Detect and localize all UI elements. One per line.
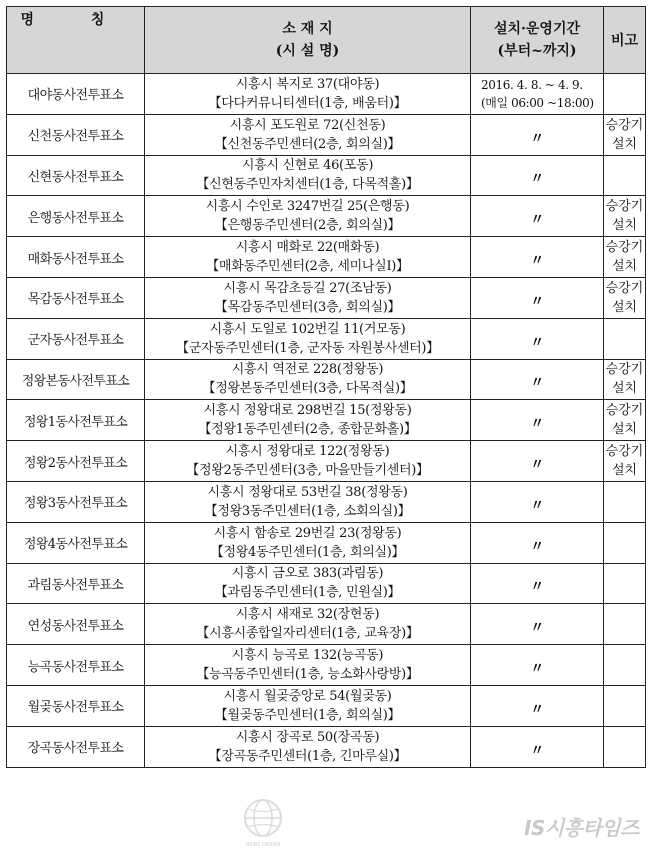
station-facility: 【장곡동주민센터(1층, 긴마루실)】	[208, 748, 407, 764]
ditto-mark: 〃	[530, 538, 544, 555]
note-elevator: 승강기	[605, 117, 644, 133]
header-name: 명 칭	[7, 7, 145, 74]
ditto-mark: 〃	[530, 742, 544, 759]
operating-period-ditto	[471, 359, 604, 400]
station-name: 신현동사전투표소	[7, 155, 145, 196]
note-elevator: 승강기	[605, 199, 644, 215]
note-elevator: 승강기	[605, 403, 644, 419]
ditto-mark: 〃	[530, 457, 544, 474]
station-address: 시흥시 새재로 32(장현동)	[235, 607, 380, 623]
note-installed: 설치	[611, 381, 638, 397]
table-body	[7, 74, 646, 768]
news-dream-logo-text: NEWS DREAM	[245, 842, 281, 848]
operating-period-ditto	[471, 522, 604, 563]
table-row	[7, 359, 646, 400]
note-cell	[604, 277, 646, 318]
ditto-mark: 〃	[530, 334, 544, 351]
operating-period-hours: (매일 06:00 ~18:00)	[481, 95, 594, 110]
station-location	[145, 685, 471, 726]
note-installed: 설치	[611, 299, 638, 315]
operating-period-ditto	[471, 645, 604, 686]
station-location	[145, 196, 471, 237]
operating-period-ditto	[471, 481, 604, 522]
polling-station-table	[6, 6, 646, 768]
note-cell	[604, 400, 646, 441]
station-address: 시흥시 정왕대로 298번길 15(정왕동)	[203, 403, 412, 419]
station-address: 시흥시 장곡로 50(장곡동)	[235, 729, 380, 745]
station-facility: 【목감동주민센터(3층, 회의실)】	[214, 299, 401, 315]
station-facility: 【정왕1동주민센터(2층, 종합문화홀)】	[198, 422, 417, 438]
ditto-mark: 〃	[530, 293, 544, 310]
station-name: 군자동사전투표소	[7, 318, 145, 359]
ditto-mark: 〃	[530, 253, 544, 270]
station-facility: 【은행동주민센터(2층, 회의실)】	[214, 218, 401, 234]
operating-period-ditto	[471, 196, 604, 237]
station-address: 시흥시 신현로 46(포동)	[241, 158, 374, 174]
station-location	[145, 114, 471, 155]
station-name: 신천동사전투표소	[7, 114, 145, 155]
note-cell	[604, 114, 646, 155]
station-facility: 【정왕4동주민센터(1층, 회의실)】	[210, 544, 405, 560]
ditto-mark: 〃	[530, 130, 544, 147]
table-row	[7, 237, 646, 278]
station-address: 시흥시 역전로 228(정왕동)	[231, 362, 384, 378]
station-facility: 【신천동주민센터(2층, 회의실)】	[214, 136, 401, 152]
station-name: 정왕1동사전투표소	[7, 400, 145, 441]
station-facility: 【정왕2동주민센터(3층, 마을만들기센터)】	[186, 463, 429, 479]
station-name: 과림동사전투표소	[7, 563, 145, 604]
station-address: 시흥시 매화로 22(매화동)	[235, 240, 380, 256]
station-location	[145, 645, 471, 686]
table-row	[7, 441, 646, 482]
station-location	[145, 318, 471, 359]
station-location	[145, 441, 471, 482]
watermark-text: IS시흥타임즈	[524, 816, 639, 840]
station-name: 능곡동사전투표소	[7, 645, 145, 686]
table-row	[7, 726, 646, 767]
note-cell	[604, 522, 646, 563]
station-address: 시흥시 포도원로 72(신천동)	[229, 117, 386, 133]
operating-period	[471, 74, 604, 115]
operating-period-ditto	[471, 277, 604, 318]
table-header-row	[7, 7, 646, 74]
operating-period-ditto	[471, 318, 604, 359]
table-row	[7, 277, 646, 318]
note-elevator: 승강기	[605, 444, 644, 460]
note-installed: 설치	[611, 218, 638, 234]
note-cell	[604, 604, 646, 645]
note-elevator: 승강기	[605, 362, 644, 378]
station-facility: 【신현동주민자치센터(1층, 다목적홀)】	[196, 177, 419, 193]
station-address: 시흥시 능곡로 132(능곡동)	[231, 648, 384, 664]
station-facility: 【정왕본동주민센터(3층, 다목적실)】	[202, 381, 413, 397]
station-name: 장곡동사전투표소	[7, 726, 145, 767]
note-cell	[604, 685, 646, 726]
station-name: 매화동사전투표소	[7, 237, 145, 278]
station-location	[145, 277, 471, 318]
note-elevator: 승강기	[605, 280, 644, 296]
station-address: 시흥시 정왕대로 122(정왕동)	[225, 444, 390, 460]
note-installed: 설치	[611, 422, 638, 438]
operating-period-ditto	[471, 563, 604, 604]
station-name: 월곶동사전투표소	[7, 685, 145, 726]
note-installed: 설치	[611, 136, 638, 152]
station-name: 은행동사전투표소	[7, 196, 145, 237]
note-cell	[604, 563, 646, 604]
note-cell	[604, 155, 646, 196]
table-row	[7, 522, 646, 563]
station-location	[145, 522, 471, 563]
operating-period-ditto	[471, 726, 604, 767]
station-name: 정왕본동사전투표소	[7, 359, 145, 400]
station-address: 시흥시 정왕대로 53번길 38(정왕동)	[207, 484, 408, 500]
table-row	[7, 604, 646, 645]
note-cell	[604, 645, 646, 686]
note-cell	[604, 441, 646, 482]
station-name: 연성동사전투표소	[7, 604, 145, 645]
ditto-mark: 〃	[530, 701, 544, 718]
station-name: 정왕2동사전투표소	[7, 441, 145, 482]
header-location-line1: 소 재 지	[282, 21, 333, 37]
station-facility: 【정왕3동주민센터(1층, 소회의실)】	[204, 503, 411, 519]
table-row	[7, 155, 646, 196]
table-row	[7, 563, 646, 604]
station-address: 시흥시 금오로 383(과림동)	[231, 566, 384, 582]
operating-period-dates: 2016. 4. 8. ~ 4. 9.	[481, 77, 583, 92]
header-period-line1: 설치·운영기간	[493, 21, 581, 37]
ditto-mark: 〃	[530, 375, 544, 392]
table-row	[7, 645, 646, 686]
operating-period-ditto	[471, 237, 604, 278]
station-address: 시흥시 월곶중앙로 54(월곶동)	[223, 688, 392, 704]
note-installed: 설치	[611, 259, 638, 275]
station-facility: 【다다커뮤니티센터(1층, 배움터)】	[208, 95, 407, 111]
ditto-mark: 〃	[530, 497, 544, 514]
station-location	[145, 155, 471, 196]
note-cell	[604, 237, 646, 278]
news-dream-logo	[238, 796, 288, 850]
station-facility: 【시흥시종합일자리센터(1층, 교육장)】	[196, 626, 419, 642]
station-location	[145, 359, 471, 400]
note-cell	[604, 196, 646, 237]
station-facility: 【매화동주민센터(2층, 세미나실Ⅰ)】	[206, 259, 409, 275]
header-period	[471, 7, 604, 74]
operating-period-ditto	[471, 400, 604, 441]
note-cell	[604, 359, 646, 400]
station-address: 시흥시 수인로 3247번길 25(은행동)	[205, 199, 410, 215]
ditto-mark: 〃	[530, 661, 544, 678]
station-facility: 【과림동주민센터(1층, 민원실)】	[214, 585, 401, 601]
header-period-line2: (부터~까지)	[497, 43, 577, 59]
header-location-line2: (시 설 명)	[275, 43, 340, 59]
note-cell	[604, 726, 646, 767]
table-row	[7, 318, 646, 359]
station-location	[145, 74, 471, 115]
note-cell	[604, 74, 646, 115]
table-row	[7, 685, 646, 726]
table-row	[7, 196, 646, 237]
operating-period-ditto	[471, 685, 604, 726]
table-row	[7, 74, 646, 115]
station-address: 시흥시 복지로 37(대야동)	[235, 76, 380, 92]
header-location	[145, 7, 471, 74]
station-location	[145, 481, 471, 522]
station-location	[145, 237, 471, 278]
header-note: 비고	[604, 7, 646, 74]
ditto-mark: 〃	[530, 212, 544, 229]
operating-period-ditto	[471, 155, 604, 196]
station-name: 목감동사전투표소	[7, 277, 145, 318]
note-cell	[604, 481, 646, 522]
station-address: 시흥시 도일로 102번길 11(거모동)	[209, 321, 406, 337]
station-location	[145, 563, 471, 604]
station-facility: 【능곡동주민센터(1층, 능소화사랑방)】	[196, 667, 419, 683]
ditto-mark: 〃	[530, 416, 544, 433]
station-facility: 【월곶동주민센터(1층, 회의실)】	[214, 707, 401, 723]
station-name: 정왕3동사전투표소	[7, 481, 145, 522]
station-address: 시흥시 함송로 29번길 23(정왕동)	[213, 525, 402, 541]
note-elevator: 승강기	[605, 240, 644, 256]
table-row	[7, 114, 646, 155]
operating-period-ditto	[471, 441, 604, 482]
station-facility: 【군자동주민센터(1층, 군자동 자원봉사센터)】	[176, 340, 439, 356]
note-cell	[604, 318, 646, 359]
ditto-mark: 〃	[530, 171, 544, 188]
operating-period-ditto	[471, 604, 604, 645]
station-address: 시흥시 목감초등길 27(조남동)	[223, 280, 392, 296]
station-name: 정왕4동사전투표소	[7, 522, 145, 563]
ditto-mark: 〃	[530, 620, 544, 637]
station-name: 대야동사전투표소	[7, 74, 145, 115]
note-installed: 설치	[611, 463, 638, 479]
operating-period-ditto	[471, 114, 604, 155]
table-row	[7, 481, 646, 522]
station-location	[145, 604, 471, 645]
station-location	[145, 400, 471, 441]
table-row	[7, 400, 646, 441]
ditto-mark: 〃	[530, 579, 544, 596]
station-location	[145, 726, 471, 767]
